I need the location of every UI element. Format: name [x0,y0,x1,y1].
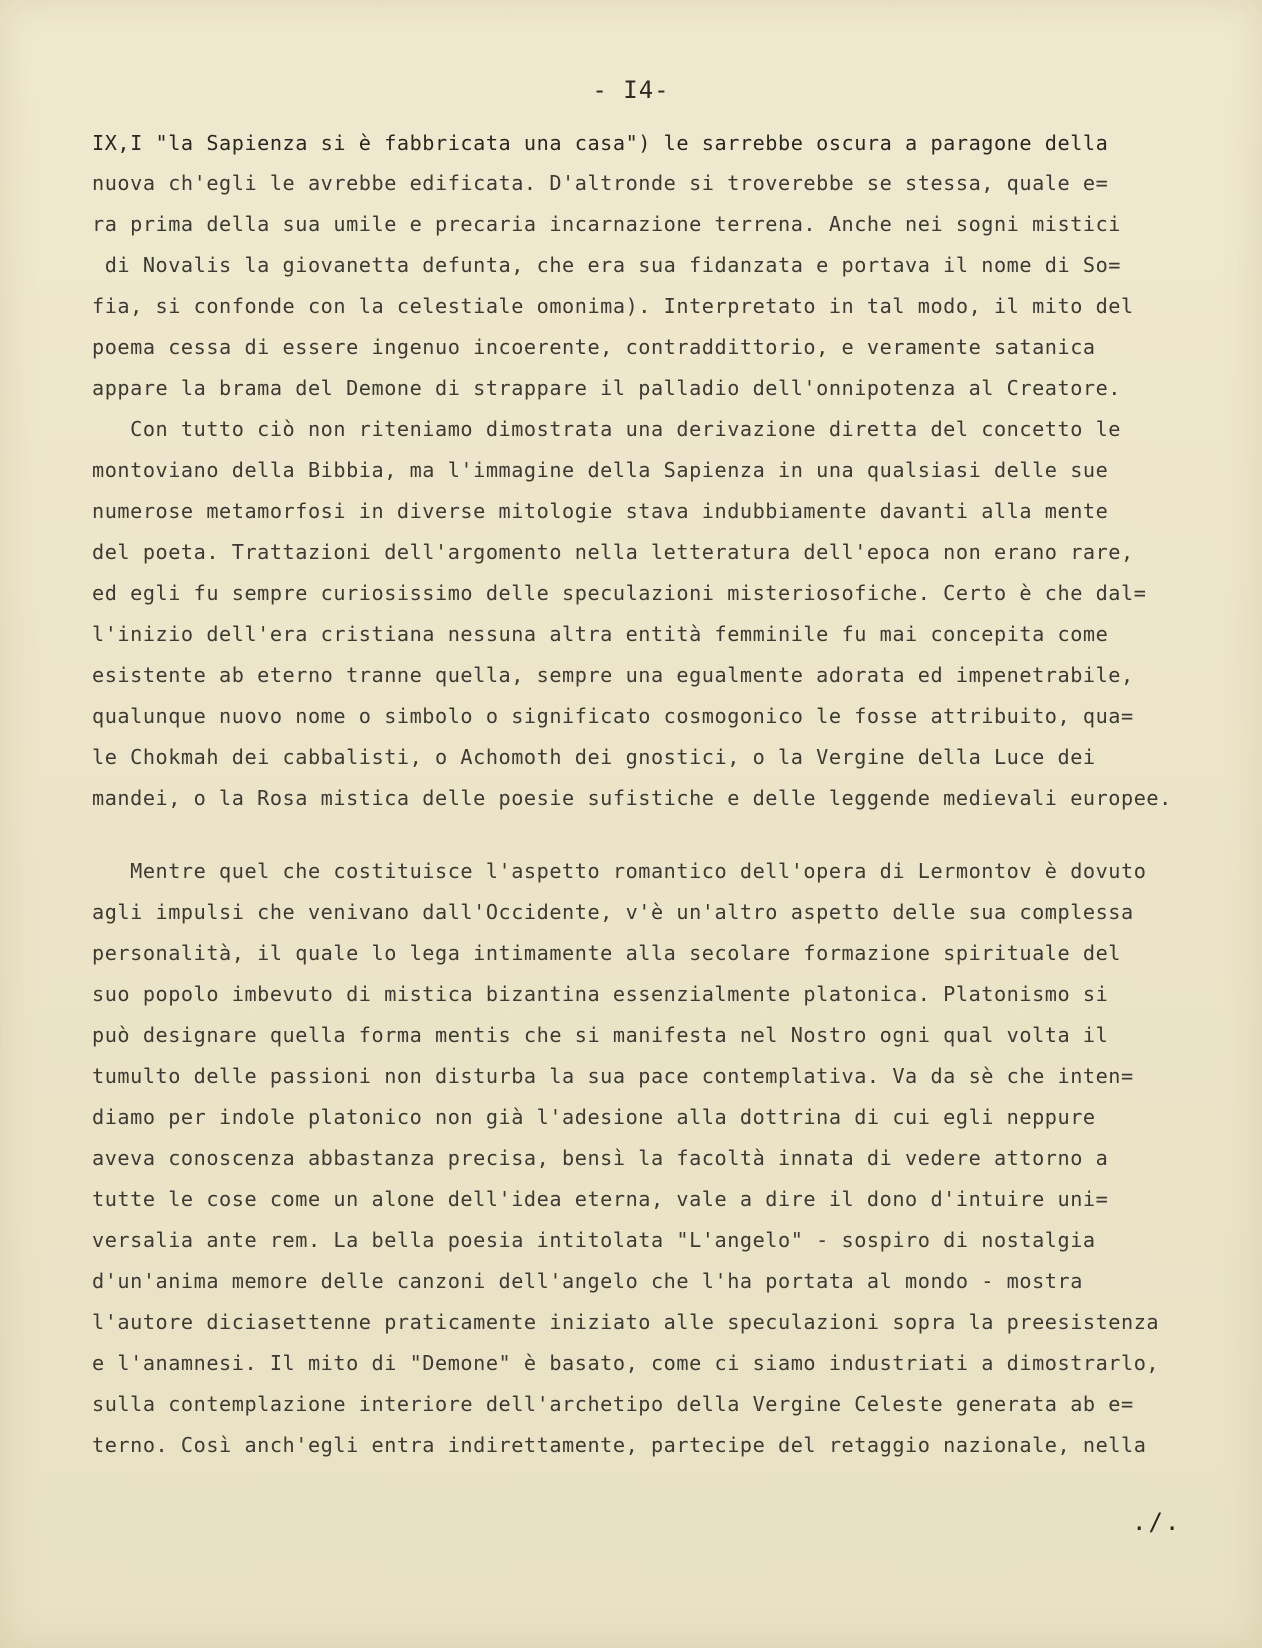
page-number: - I4- [592,76,670,104]
text-line: le Chokmah dei cabbalisti, o Achomoth dei gnostici, o la Vergine della Luce dei [92,745,1096,769]
text-line: tumulto delle passioni non disturba la sua pace contemplativa. Va da sè che inten= [92,1064,1134,1088]
text-line: IX,I "la Sapienza si è fabbricata una casa") le sarrebbe oscura a paragone della [92,131,1109,155]
text-line: terno. Così anch'egli entra indirettamente, partecipe del retaggio nazionale, nella [92,1433,1147,1457]
continuation-mark: ./. [1132,1508,1182,1536]
text-line: ra prima della sua umile e precaria incarnazione terrena. Anche nei sogni mistici [92,212,1122,236]
text-line: esistente ab eterno tranne quella, sempre una egualmente adorata ed impenetrabile, [92,663,1134,687]
text-line: di Novalis la giovanetta defunta, che era sua fidanzata e portava il nome di So= [92,253,1122,277]
text-line: aveva conoscenza abbastanza precisa, bensì la facoltà innata di vedere attorno a [92,1146,1109,1170]
text-line: Mentre quel che costituisce l'aspetto romantico dell'opera di Lermontov è dovuto [92,859,1147,883]
text-line: ed egli fu sempre curiosissimo delle speculazioni misteriosofiche. Certo è che dal= [92,581,1147,605]
text-line: sulla contemplazione interiore dell'archetipo della Vergine Celeste generata ab e= [92,1392,1134,1416]
text-line: versalia ante rem. La bella poesia intitolata "L'angelo" - sospiro di nostalgia [92,1228,1096,1252]
text-line: l'inizio dell'era cristiana nessuna altra entità femminile fu mai concepita come [92,622,1109,646]
text-line: del poeta. Trattazioni dell'argomento nella letteratura dell'epoca non erano rare, [92,540,1134,564]
text-line: diamo per indole platonico non già l'adesione alla dottrina di cui egli neppure [92,1105,1096,1129]
text-line: personalità, il quale lo lega intimamente alla secolare formazione spirituale del [92,941,1122,965]
text-line: agli impulsi che venivano dall'Occidente, v'è un'altro aspetto delle sua complessa [92,900,1134,924]
text-line: mandei, o la Rosa mistica delle poesie sufistiche e delle leggende medievali europee. [92,786,1172,810]
text-line: d'un'anima memore delle canzoni dell'angelo che l'ha portata al mondo - mostra [92,1269,1083,1293]
text-line: qualunque nuovo nome o simbolo o significato cosmogonico le fosse attribuito, qua= [92,704,1134,728]
text-line: numerose metamorfosi in diverse mitologie stava indubbiamente davanti alla mente [92,499,1109,523]
text-line: fia, si confonde con la celestiale omonima). Interpretato in tal modo, il mito del [92,294,1134,318]
text-line: appare la brama del Demone di strappare il palladio dell'onnipotenza al Creatore. [92,376,1122,400]
text-line: montoviano della Bibbia, ma l'immagine della Sapienza in una qualsiasi delle sue [92,458,1109,482]
text-line: e l'anamnesi. Il mito di "Demone" è basato, come ci siamo industriati a dimostrarlo, [92,1351,1160,1375]
text-line: nuova ch'egli le avrebbe edificata. D'altronde si troverebbe se stessa, quale e= [92,171,1109,195]
text-line: tutte le cose come un alone dell'idea eterna, vale a dire il dono d'intuire uni= [92,1187,1109,1211]
text-line: l'autore diciasettenne praticamente iniziato alle speculazioni sopra la preesistenza [92,1310,1160,1334]
text-line: poema cessa di essere ingenuo incoerente, contraddittorio, e veramente satanica [92,335,1096,359]
text-line: Con tutto ciò non riteniamo dimostrata una derivazione diretta del concetto le [92,417,1122,441]
text-line: può designare quella forma mentis che si manifesta nel Nostro ogni qual volta il [92,1023,1109,1047]
text-line: suo popolo imbevuto di mistica bizantina essenzialmente platonica. Platonismo si [92,982,1109,1006]
